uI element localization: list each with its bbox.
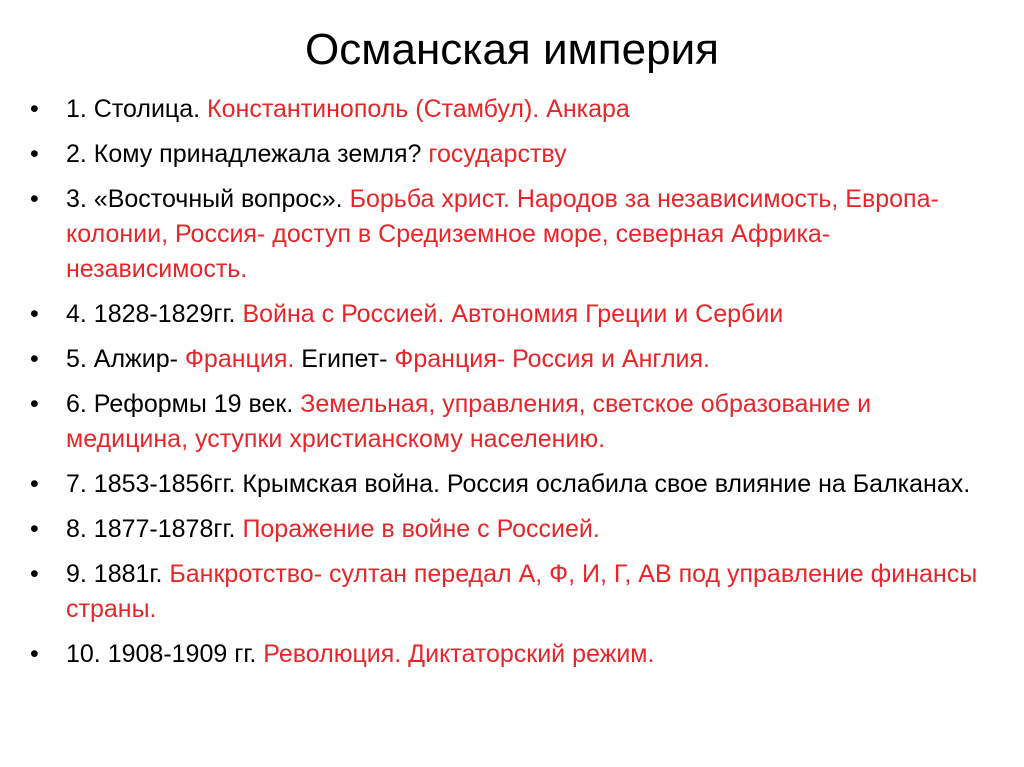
bullet-icon: •	[30, 515, 39, 543]
bullet-icon: •	[30, 470, 39, 498]
list-item	[30, 512, 980, 547]
list-item	[30, 137, 980, 172]
item-text-highlight: Война с Россией. Автономия Греции и Сербии	[242, 300, 784, 328]
item-text-highlight: Франция.	[184, 345, 302, 373]
item-text-lead: 2. Кому принадлежала земля?	[66, 140, 429, 168]
bullet-icon: •	[30, 560, 39, 588]
bullet-icon: •	[30, 640, 39, 668]
item-text-highlight: Франция- Россия и Англия.	[394, 345, 710, 373]
bullet-list	[30, 92, 980, 682]
list-item	[30, 92, 980, 127]
bullet-icon: •	[30, 95, 39, 123]
list-item	[30, 637, 980, 672]
item-text-highlight: Борьба христ. Народов за независимость, Европа-колонии, Россия- доступ в Средиземное море, северная Африка-независимость.	[66, 185, 939, 283]
bullet-icon: •	[30, 140, 39, 168]
item-text-highlight: Константинополь (Стамбул). Анкара	[207, 95, 630, 123]
item-text-lead: Египет-	[301, 345, 395, 373]
item-text-lead: 1. Столица.	[66, 95, 208, 123]
list-item	[30, 297, 980, 332]
list-item	[30, 387, 980, 457]
bullet-icon: •	[30, 185, 39, 213]
list-item	[30, 182, 980, 287]
item-text-highlight: Банкротство- султан передал А, Ф, И, Г, АВ под управление финансы страны.	[66, 560, 978, 623]
item-text-highlight: Поражение в войне с Россией.	[242, 515, 600, 543]
bullet-icon: •	[30, 300, 39, 328]
item-text-lead: 5. Алжир-	[66, 345, 185, 373]
item-text-lead: 7. 1853-1856гг. Крымская война. Россия ослабила свое влияние на Балканах.	[66, 470, 971, 498]
item-text-lead: 9. 1881г.	[66, 560, 170, 588]
item-text-lead: 8. 1877-1878гг.	[66, 515, 243, 543]
item-text-highlight: Земельная, управления, светское образование и медицина, уступки христианскому населению.	[66, 390, 872, 453]
item-text-lead: 6. Реформы 19 век.	[66, 390, 301, 418]
list-item	[30, 342, 980, 377]
slide-title: Османская империя	[305, 25, 719, 74]
bullet-icon: •	[30, 345, 39, 373]
list-item	[30, 557, 980, 627]
list-item	[30, 467, 980, 502]
item-text-lead: 3. «Восточный вопрос».	[66, 185, 350, 213]
bullet-icon: •	[30, 390, 39, 418]
item-text-lead: 4. 1828-1829гг.	[66, 300, 243, 328]
item-text-lead: 10. 1908-1909 гг.	[66, 640, 264, 668]
item-text-highlight: Революция. Диктаторский режим.	[263, 640, 655, 668]
item-text-highlight: государству	[428, 140, 567, 168]
